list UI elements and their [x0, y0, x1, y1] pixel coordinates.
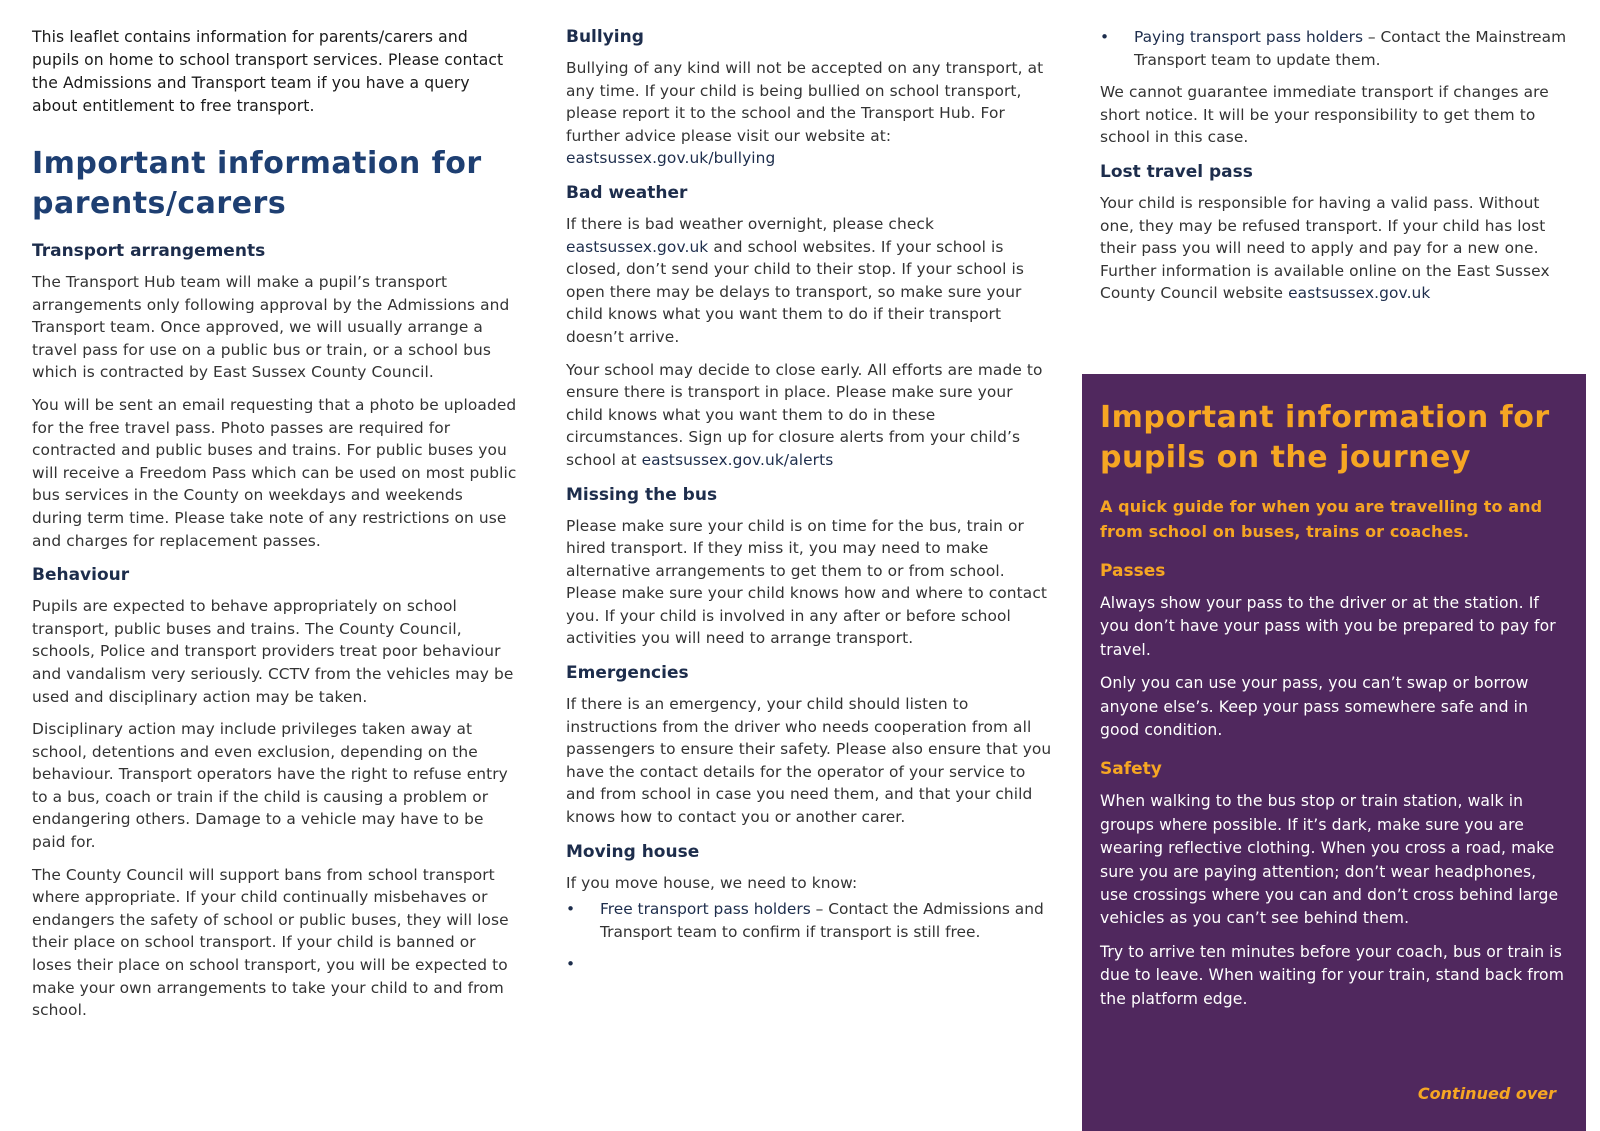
section-moving-house: [566, 841, 1052, 976]
section-title-safety: Safety: [1100, 759, 1162, 780]
section-bullying: [566, 26, 1052, 170]
paragraph: [566, 359, 1052, 472]
paragraph-text: If there is bad weather overnight, please check: [566, 214, 934, 233]
paragraph-text: Your child is responsible for having a valid pass. Without one, they may be refused transport. If your child has lost their pass you will need to apply and pay for a new one. Further information is available online on the East Sussex County Council website: [1100, 193, 1550, 303]
list-item: [566, 898, 1052, 943]
paragraph: Pupils are expected to behave appropriately on school transport, public buses and trains. The County Council, schools, Police and transport providers treat poor behaviour and vandalism very seriously. CCTV from the vehicles may be used and disciplinary action may be taken.: [32, 597, 514, 706]
section-title-passes: Passes: [1100, 561, 1166, 581]
section-title: Missing the bus: [566, 484, 718, 505]
paragraph: You will be sent an email requesting that a photo be uploaded for the free travel pass. Photo passes are required for contracted and public buses and trains. For public buses you will receive a Freedom Pass which can be used on most public bus services in the County on weekdays and weekends during term time. Please take note of any restrictions on use and charges for replacement passes.: [32, 395, 517, 550]
intro-text: This leaflet contains information for parents/carers and pupils on home to school transport services. Please contact the Admissions and Transport team if you have a query about entitlement to free transport.: [32, 28, 504, 115]
paragraph-text: Your school may decide to close early. All efforts are made to ensure there is transport in place. Please make sure your child knows what you want them to do in these circumstances. Sign up for closure alerts from your child’s school at: [566, 360, 1043, 469]
bullet-label: Paying transport pass holders: [1134, 28, 1363, 46]
section-emergencies: [566, 662, 1052, 829]
paragraph: [566, 57, 1052, 170]
paragraph-text: Bullying of any kind will not be accepted on any transport, at any time. If your child is being bullied on school transport, please report it to the school and the Transport Hub. For further advice please visit our website at:: [566, 59, 1044, 145]
paragraph: If you move house, we need to know:: [566, 873, 858, 892]
paragraph: Please make sure your child is on time for the bus, train or hired transport. If they miss it, you may need to make alternative arrangements to get them to or from school. Please make sure your child knows how and where to contact you. If your child is involved in any after or before school activities you will need to arrange transport.: [566, 516, 1048, 648]
section-title: Transport arrangements: [32, 241, 266, 261]
section-transport-arrangements: [32, 240, 518, 552]
section-behaviour: [32, 564, 518, 1022]
list-item: [1100, 26, 1572, 71]
paragraph: The Transport Hub team will make a pupil’s transport arrangements only following approval by the Admissions and Transport team. Once approved, we will usually arrange a travel pass for use on a public bus or train, or a school bus which is contracted by East Sussex County Council.: [32, 273, 510, 382]
paragraph: The County Council will support bans from school transport where appropriate. If your child continually misbehaves or endangers the safety of school or public buses, they will lose their place on school transport. If your child is banned or loses their place on school transport, you will be expected to make your own arrangements to take your child to and from school.: [32, 865, 509, 1020]
paragraph-text: and school websites. If your school is closed, don’t send your child to their stop. If your school is open there may be delays to transport, so make sure your child knows what you want them to do if their transport doesn’t arrive.: [566, 237, 1024, 346]
bullet-text: – Contact the Admissions and Transport team to confirm if transport is still free.: [600, 900, 1044, 941]
paragraph: We cannot guarantee immediate transport if changes are short notice. It will be your responsibility to get them to school in this case.: [1100, 83, 1549, 147]
section-title: Moving house: [566, 841, 700, 862]
pupils-panel: [1082, 374, 1586, 1131]
paragraph: If there is an emergency, your child should listen to instructions from the driver who needs cooperation from all passengers to ensure their safety. Please also ensure that you have the contact details for the operator of your service to and from school in case you need them, and that your child knows how to contact you or another carer.: [566, 695, 1052, 827]
list-item-empty: [566, 953, 1052, 976]
parents-heading: Important information for parents/carers: [32, 146, 482, 221]
alerts-link[interactable]: eastsussex.gov.uk/alerts: [641, 450, 834, 469]
bullet-label: Free transport pass holders: [600, 900, 811, 919]
bullying-link[interactable]: eastsussex.gov.uk/bullying: [566, 149, 776, 168]
paragraph: Try to arrive ten minutes before your coach, bus or train is due to leave. When waiting for your train, stand back from the platform edge.: [1100, 942, 1564, 1008]
paragraph: When walking to the bus stop or train station, walk in groups where possible. If it’s dark, make sure you are wearing reflective clothing. When you cross a road, make sure you are paying attention; don’t wear headphones, use crossings where you can and don’t cross behind large vehicles as you can’t see behind them.: [1100, 792, 1559, 928]
moving-house-list: [566, 898, 1052, 976]
column-right: [1100, 26, 1572, 317]
paragraph: [566, 213, 1052, 349]
section-missing-bus: [566, 484, 1052, 651]
paragraph: Always show your pass to the driver or at the station. If you don’t have your pass with you be prepared to pay for travel.: [1100, 594, 1556, 659]
column-middle: [566, 26, 1052, 988]
section-title: Bad weather: [566, 182, 688, 203]
section-lost-pass: [1100, 161, 1572, 305]
eastsussex-link[interactable]: eastsussex.gov.uk: [1288, 284, 1431, 303]
moving-house-list-continued: [1100, 26, 1572, 71]
paragraph: [1100, 192, 1572, 305]
continued-over: Continued over: [1417, 1084, 1556, 1103]
eastsussex-link[interactable]: eastsussex.gov.uk: [566, 237, 709, 256]
paragraph: Only you can use your pass, you can’t swap or borrow anyone else’s. Keep your pass somewhere safe and in good condition.: [1100, 674, 1529, 740]
section-title: Emergencies: [566, 663, 689, 684]
paragraph: Disciplinary action may include privileges taken away at school, detentions and even exclusion, depending on the behaviour. Transport operators have the right to refuse entry to a bus, coach or train if the child is causing a problem or endangering others. Damage to a vehicle may have to be paid for.: [32, 720, 508, 852]
section-title: Bullying: [566, 27, 644, 47]
bullet-text: – Contact the Mainstream Transport team to update them.: [1134, 28, 1567, 69]
section-title: Behaviour: [32, 565, 130, 586]
section-bad-weather: [566, 182, 1052, 472]
pupils-heading: Important information for pupils on the journey: [1100, 400, 1550, 475]
section-guarantee: [1100, 81, 1572, 149]
panel-lead: A quick guide for when you are travelling to and from school on buses, trains or coaches.: [1100, 497, 1543, 541]
column-left: [32, 26, 518, 1034]
section-title: Lost travel pass: [1100, 161, 1253, 182]
